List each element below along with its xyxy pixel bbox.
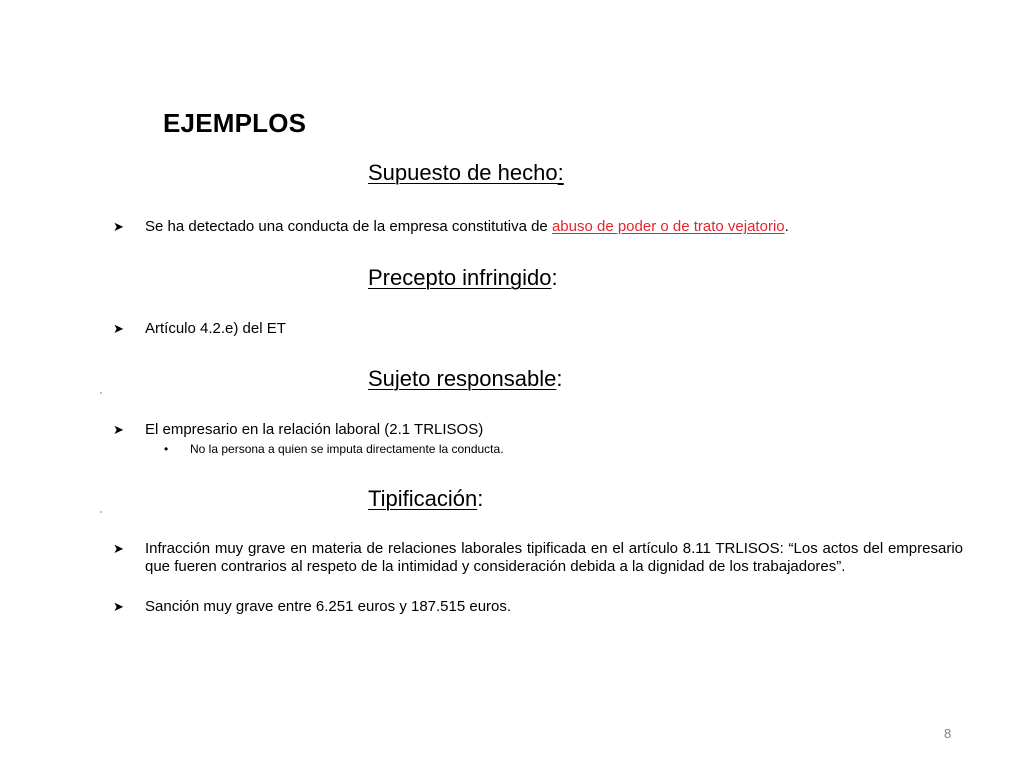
decorative-mark bbox=[100, 511, 102, 513]
heading-supuesto-colon: : bbox=[557, 160, 564, 185]
bullet-tipificacion-1-text: Infracción muy grave en materia de relaciones laborales tipificada en el artículo 8.11 TRLISOS: “Los actos del empresario que fueren contrarios al respeto de la intimidad y consideración debida a la dignidad de los trabajadores”. bbox=[145, 540, 963, 575]
bullet-tipificacion-1 bbox=[113, 540, 963, 576]
page-number: 8 bbox=[944, 726, 952, 741]
arrow-bullet-icon: ➤ bbox=[113, 541, 124, 556]
slide-title: EJEMPLOS bbox=[163, 108, 307, 138]
bullet-sujeto-text: El empresario en la relación laboral (2.1 TRLISOS) bbox=[145, 421, 484, 438]
bullet-supuesto-prefix: Se ha detectado una conducta de la empresa constitutiva de bbox=[145, 218, 552, 235]
heading-sujeto-responsable bbox=[368, 366, 562, 392]
heading-sujeto-colon: : bbox=[556, 366, 563, 391]
arrow-bullet-icon: ➤ bbox=[113, 321, 124, 336]
heading-supuesto-de-hecho bbox=[368, 160, 564, 186]
bullet-sujeto bbox=[113, 421, 963, 439]
heading-sujeto-text: Sujeto responsable bbox=[368, 366, 557, 391]
arrow-bullet-icon: ➤ bbox=[113, 599, 124, 614]
heading-precepto-infringido bbox=[368, 265, 558, 291]
bullet-supuesto-suffix: . bbox=[784, 218, 789, 235]
abuso-de-poder-link[interactable]: abuso de poder o de trato vejatorio bbox=[551, 218, 785, 235]
bullet-supuesto-text bbox=[145, 218, 963, 236]
arrow-bullet-icon: ➤ bbox=[113, 422, 124, 437]
bullet-precepto-text: Artículo 4.2.e) del ET bbox=[145, 320, 286, 337]
heading-tipificacion-colon: : bbox=[477, 486, 484, 511]
subbullet-sujeto-text: No la persona a quien se imputa directamente la conducta. bbox=[190, 442, 504, 456]
bullet-precepto bbox=[113, 320, 963, 338]
heading-tipificacion-text: Tipificación bbox=[368, 486, 478, 511]
decorative-mark bbox=[100, 392, 102, 394]
heading-supuesto-text: Supuesto de hecho bbox=[368, 160, 558, 185]
bullet-tipificacion-2 bbox=[113, 598, 963, 616]
bullet-tipificacion-2-text: Sanción muy grave entre 6.251 euros y 187.515 euros. bbox=[145, 598, 512, 615]
subbullet-sujeto bbox=[164, 441, 504, 457]
heading-precepto-colon: : bbox=[551, 265, 558, 290]
dot-bullet-icon: • bbox=[164, 442, 169, 456]
heading-precepto-text: Precepto infringido bbox=[368, 265, 552, 290]
arrow-bullet-icon: ➤ bbox=[113, 219, 124, 234]
heading-tipificacion bbox=[368, 486, 483, 512]
bullet-supuesto bbox=[113, 218, 963, 236]
